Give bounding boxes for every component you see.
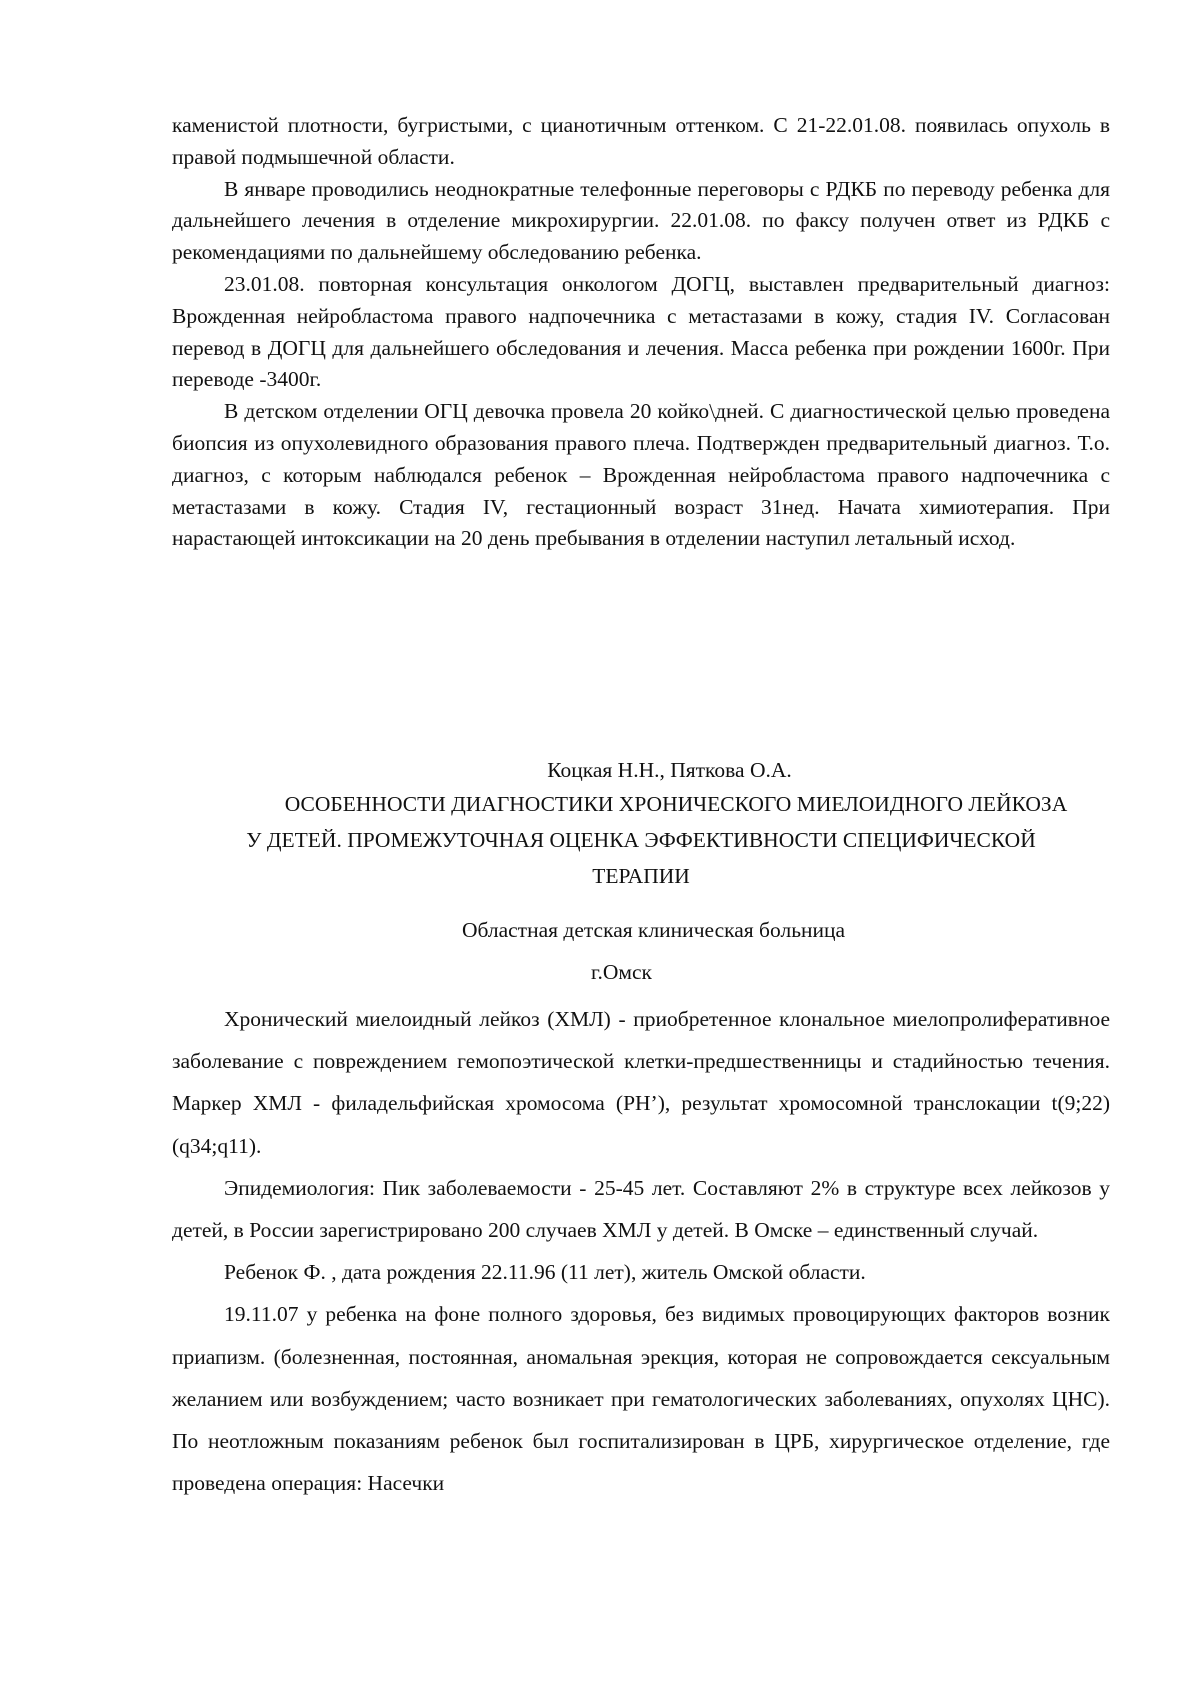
paragraph: В январе проводились неоднократные телефонные переговоры с РДКБ по переводу ребенка для дальнейшего лечения в отделение микрохирургии. 22.01.08. по факсу получен ответ из РДКБ с рекомендациями по дальнейшему обследованию ребенка.	[172, 176, 1110, 265]
previous-article-text	[172, 110, 1110, 555]
paragraph: 19.11.07 у ребенка на фоне полного здоровья, без видимых провоцирующих факторов возник приапизм. (болезненная, постоянная, аномальная эрекция, которая не сопровождается сексуальным желанием или возбуждением; часто возникает при гематологических заболеваниях, опухолях ЦНС). По неотложным показаниям ребенок был госпитализирован в ЦРБ, хирургическое отделение, где проведена операция: Насечки	[172, 1302, 1110, 1496]
paragraph: Ребенок Ф. , дата рождения 22.11.96 (11 лет), житель Омской области.	[224, 1260, 866, 1285]
paragraph: Эпидемиология: Пик заболеваемости - 25-45 лет. Составляют 2% в структуре всех лейкозов у детей, в России зарегистрировано 200 случаев ХМЛ у детей. В Омске – единственный случай.	[172, 1175, 1110, 1243]
paragraph: каменистой плотности, бугристыми, с цианотичным оттенком. С 21-22.01.08. появилась опухоль в правой подмышечной области.	[172, 113, 1110, 169]
paragraph: Хронический миелоидный лейкоз (ХМЛ) - приобретенное клональное миелопролиферативное заболевание с повреждением гемопоэтической клетки-предшественницы и стадийностью течения. Маркер ХМЛ - филадельфийская хромосома (PH’), результат хромосомной транслокации t(9;22) (q34;q11).	[172, 1007, 1110, 1158]
article-body	[172, 998, 1110, 1504]
article-authors: Коцкая Н.Н., Пяткова О.А.	[547, 758, 792, 782]
title-line: ОСОБЕННОСТИ ДИАГНОСТИКИ ХРОНИЧЕСКОГО МИЕЛОИДНОГО ЛЕЙКОЗА	[284, 792, 1068, 816]
article-institution: Областная детская клиническая больница	[461, 918, 846, 942]
paragraph: 23.01.08. повторная консультация онкологом ДОГЦ, выставлен предварительный диагноз: Врожденная нейробластома правого надпочечника с метастазами в кожу, стадия IV. Согласован перевод в ДОГЦ для дальнейшего обследования и лечения. Масса ребенка при рождении 1600г. При переводе -3400г.	[172, 271, 1110, 392]
title-line: У ДЕТЕЙ. ПРОМЕЖУТОЧНАЯ ОЦЕНКА ЭФФЕКТИВНОСТИ СПЕЦИФИЧЕСКОЙ	[246, 828, 1036, 852]
article-title	[172, 786, 1110, 894]
article-city: г.Омск	[591, 960, 652, 984]
title-line: ТЕРАПИИ	[592, 864, 690, 888]
paragraph: В детском отделении ОГЦ девочка провела 20 койко\дней. С диагностической целью проведена биопсия из опухолевидного образования правого плеча. Подтвержден предварительный диагноз. Т.о. диагноз, с которым наблюдался ребенок – Врожденная нейробластома правого надпочечника с метастазами в кожу. Стадия IV, гестационный возраст 31нед. Начата химиотерапия. При нарастающей интоксикации на 20 день пребывания в отделении наступил летальный исход.	[172, 399, 1110, 551]
